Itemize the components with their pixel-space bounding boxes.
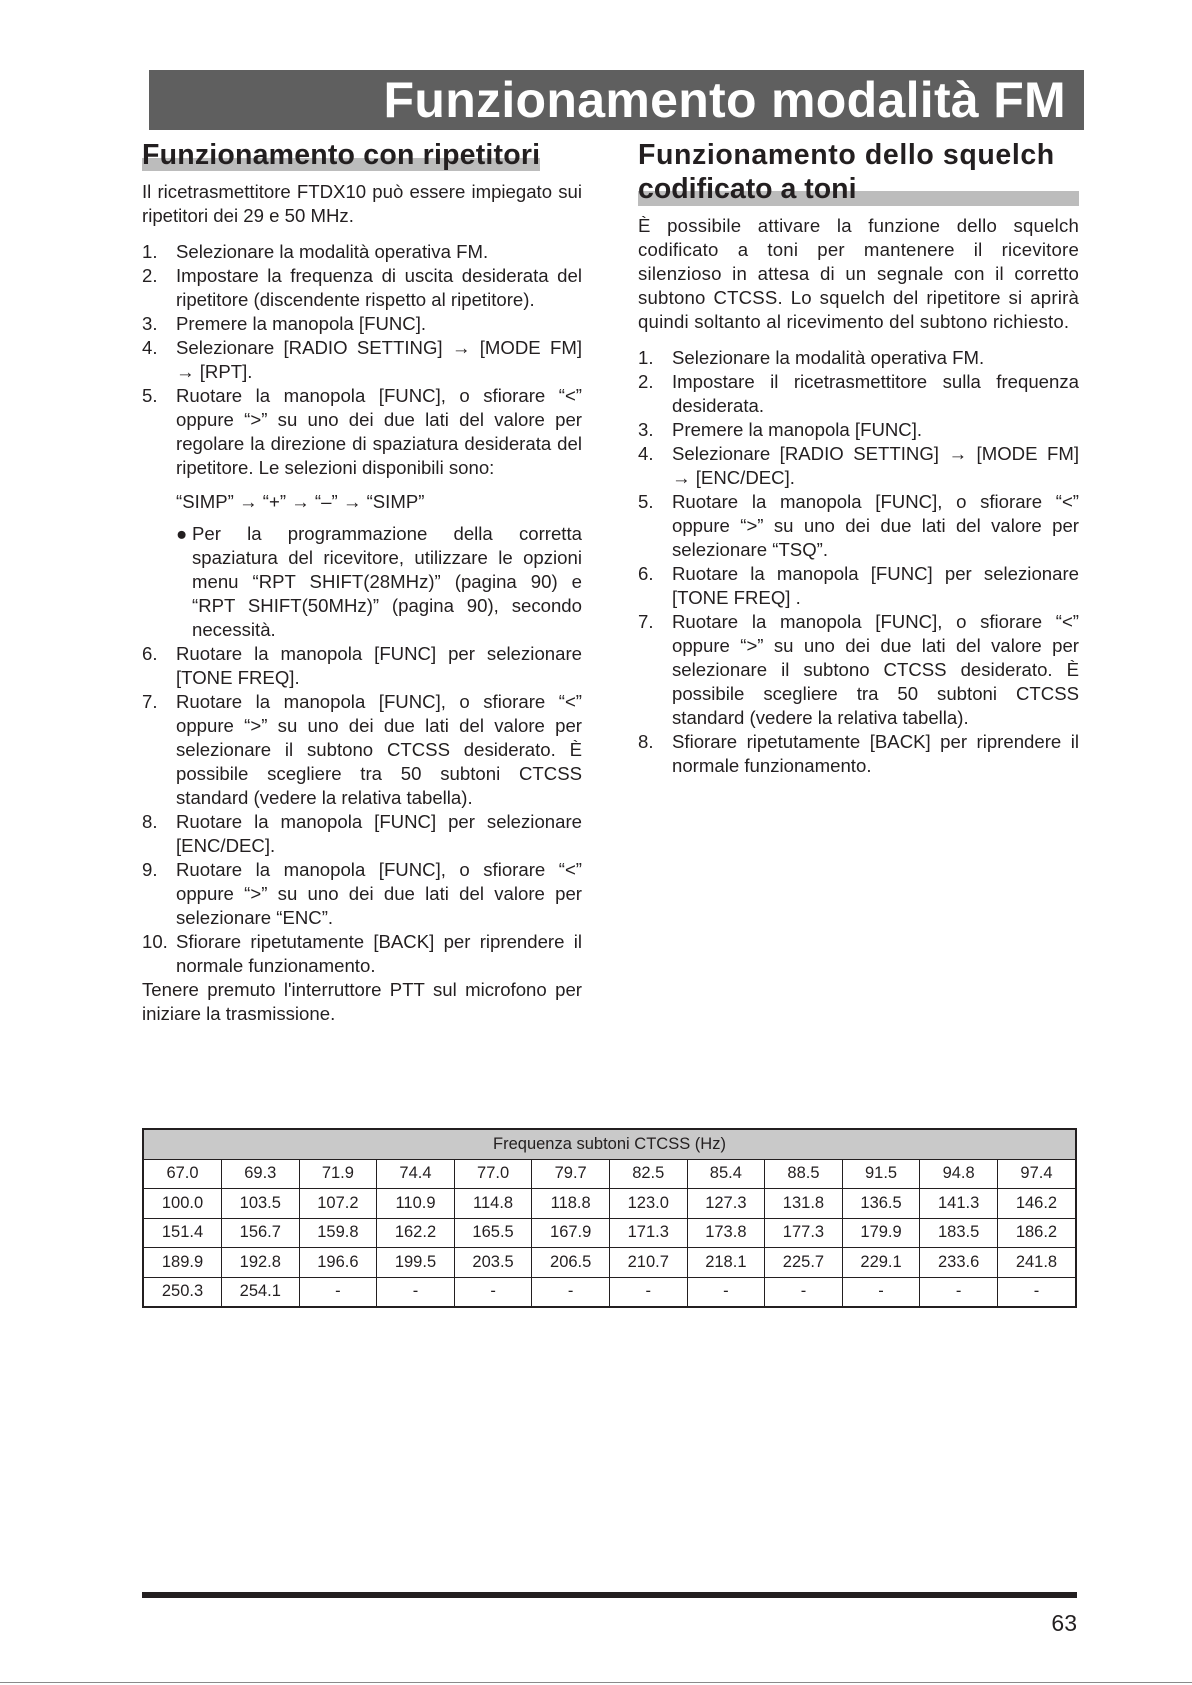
list-item: 8. Sfiorare ripetutamente [BACK] per riprendere il normale funzionamento. [638,731,1079,776]
table-cell: 250.3 [143,1277,222,1307]
list-item: 6. Ruotare la manopola [FUNC] per selezionare [TONE FREQ] . [638,563,1079,608]
table-cell: 118.8 [532,1189,610,1219]
list-item: 3. Premere la manopola [FUNC]. [142,313,427,334]
table-cell: 67.0 [143,1159,222,1189]
table-cell: 74.4 [377,1159,455,1189]
section-heading-tone-squelch-line1: Funzionamento dello squelch [638,139,1055,171]
list-item: 6. Ruotare la manopola [FUNC] per selezionare [TONE FREQ]. [142,643,582,688]
table-cell: - [532,1277,610,1307]
steps-list-repeaters-a [142,240,582,480]
table-cell: 233.6 [920,1248,998,1278]
steps-list-tone-squelch [638,346,1079,778]
table-cell: 159.8 [299,1218,377,1248]
table-cell: 123.0 [609,1189,687,1219]
table-cell: 177.3 [765,1218,843,1248]
table-cell: 69.3 [222,1159,300,1189]
table-cell: 131.8 [765,1189,843,1219]
list-item: 4. Selezionare [RADIO SETTING] → [MODE FM] → [RPT]. [142,337,582,382]
table-cell: 241.8 [997,1248,1076,1278]
table-cell: - [377,1277,455,1307]
table-cell: 206.5 [532,1248,610,1278]
table-cell: - [609,1277,687,1307]
table-row [143,1218,1076,1248]
table-cell: 171.3 [609,1218,687,1248]
table-cell: - [454,1277,532,1307]
shift-sequence: “SIMP” → “+” → “–” → “SIMP” [176,491,425,512]
table-cell: 82.5 [609,1159,687,1189]
table-cell: 91.5 [842,1159,920,1189]
right-column [638,138,1079,778]
list-item: 1. Selezionare la modalità operativa FM. [142,241,489,262]
table-row [143,1248,1076,1278]
page-number: 63 [1051,1610,1077,1636]
table-cell: - [299,1277,377,1307]
section-heading-repeaters [142,138,582,172]
table-cell: 183.5 [920,1218,998,1248]
table-cell: 71.9 [299,1159,377,1189]
intro-paragraph-tone-squelch: È possibile attivare la funzione dello squelch codificato a toni per mantenere il ricevitore silenzioso in attesa di un segnale con il corretto subtono CTCSS. Lo squelch del ripetitore si aprirà quindi soltanto al ricevimento del subtono richiesto. [638,215,1079,332]
section-heading-tone-squelch [638,138,1079,206]
table-cell: 88.5 [765,1159,843,1189]
table-cell: 151.4 [143,1218,222,1248]
table-cell: 196.6 [299,1248,377,1278]
table-cell: - [997,1277,1076,1307]
list-item: 8. Ruotare la manopola [FUNC] per selezionare [ENC/DEC]. [142,811,582,856]
left-column [142,138,582,1026]
table-cell: 186.2 [997,1218,1076,1248]
bullet-icon: ● [176,523,188,544]
table-cell: 165.5 [454,1218,532,1248]
table-row [143,1189,1076,1219]
table-cell: 103.5 [222,1189,300,1219]
table-cell: 179.9 [842,1218,920,1248]
table-cell: 173.8 [687,1218,765,1248]
table-cell: 79.7 [532,1159,610,1189]
table-cell: 192.8 [222,1248,300,1278]
section-heading-repeaters-text: Funzionamento con ripetitori [142,139,541,171]
list-item: 5. Ruotare la manopola [FUNC], o sfiorare “<” oppure “>” su uno dei due lati del valore per selezionare “TSQ”. [638,491,1079,560]
table-cell: 136.5 [842,1189,920,1219]
page-title: Funzionamento modalità FM [149,70,1084,130]
table-cell: 141.3 [920,1189,998,1219]
table-cell: 114.8 [454,1189,532,1219]
table-cell: 229.1 [842,1248,920,1278]
table-cell: - [842,1277,920,1307]
table-cell: 85.4 [687,1159,765,1189]
note-bullet-text: Per la programmazione della corretta spaziatura del ricevitore, utilizzare le opzioni menu “RPT SHIFT(28MHz)” (pagina 90) e “RPT SHIFT(50MHz)” (pagina 90), secondo necessità. [192,523,582,640]
table-cell: - [687,1277,765,1307]
table-cell: 146.2 [997,1189,1076,1219]
table-row [143,1277,1076,1307]
section-heading-tone-squelch-line2: codificato a toni [638,172,1079,206]
table-header-row [143,1129,1076,1159]
table-cell: 156.7 [222,1218,300,1248]
list-item: 2. Impostare il ricetrasmettitore sulla frequenza desiderata. [638,371,1079,416]
table-cell: 94.8 [920,1159,998,1189]
table-cell: 127.3 [687,1189,765,1219]
steps-list-repeaters-b [142,642,582,978]
footer-rule [142,1592,1077,1598]
table-cell: 189.9 [143,1248,222,1278]
table-cell: 162.2 [377,1218,455,1248]
ctcss-frequency-table [142,1128,1077,1308]
table-body [143,1159,1076,1307]
page-edge-line [0,1682,1192,1683]
table-row [143,1159,1076,1189]
note-bullet [142,522,582,642]
table-cell: 199.5 [377,1248,455,1278]
list-item: 2. Impostare la frequenza di uscita desiderata del ripetitore (discendente rispetto al ripetitore). [142,265,582,310]
table-cell: 225.7 [765,1248,843,1278]
list-item: 3. Premere la manopola [FUNC]. [638,419,923,440]
list-item: 9. Ruotare la manopola [FUNC], o sfiorare “<” oppure “>” su uno dei due lati del valore per selezionare “ENC”. [142,859,582,928]
list-item: 5. Ruotare la manopola [FUNC], o sfiorare “<” oppure “>” su uno dei due lati del valore per regolare la direzione di spaziatura desiderata del ripetitore. Le selezioni disponibili sono: [142,385,582,478]
table-cell: 107.2 [299,1189,377,1219]
table-cell: 254.1 [222,1277,300,1307]
table-cell: 203.5 [454,1248,532,1278]
list-item: 1. Selezionare la modalità operativa FM. [638,347,985,368]
table-cell: 97.4 [997,1159,1076,1189]
table-cell: 210.7 [609,1248,687,1278]
list-item: 4. Selezionare [RADIO SETTING] → [MODE FM] → [ENC/DEC]. [638,443,1079,488]
table-cell: 110.9 [377,1189,455,1219]
table-cell: 218.1 [687,1248,765,1278]
table-cell: - [765,1277,843,1307]
closing-paragraph: Tenere premuto l'interruttore PTT sul microfono per iniziare la trasmissione. [142,979,582,1024]
list-item: 10. Sfiorare ripetutamente [BACK] per riprendere il normale funzionamento. [142,931,582,976]
table-cell: 100.0 [143,1189,222,1219]
table-cell: - [920,1277,998,1307]
table-cell: 77.0 [454,1159,532,1189]
table-header: Frequenza subtoni CTCSS (Hz) [143,1129,1076,1159]
table-cell: 167.9 [532,1218,610,1248]
list-item: 7. Ruotare la manopola [FUNC], o sfiorare “<” oppure “>” su uno dei due lati del valore per selezionare il subtono CTCSS desiderato. È possibile scegliere tra 50 subtoni CTCSS standard (vedere la relativa tabella). [142,691,582,808]
list-item: 7. Ruotare la manopola [FUNC], o sfiorare “<” oppure “>” su uno dei due lati del valore per selezionare il subtono CTCSS desiderato. È possibile scegliere tra 50 subtoni CTCSS standard (vedere la relativa tabella). [638,611,1079,728]
intro-paragraph-repeaters: Il ricetrasmettitore FTDX10 può essere impiegato sui ripetitori dei 29 e 50 MHz. [142,181,582,226]
